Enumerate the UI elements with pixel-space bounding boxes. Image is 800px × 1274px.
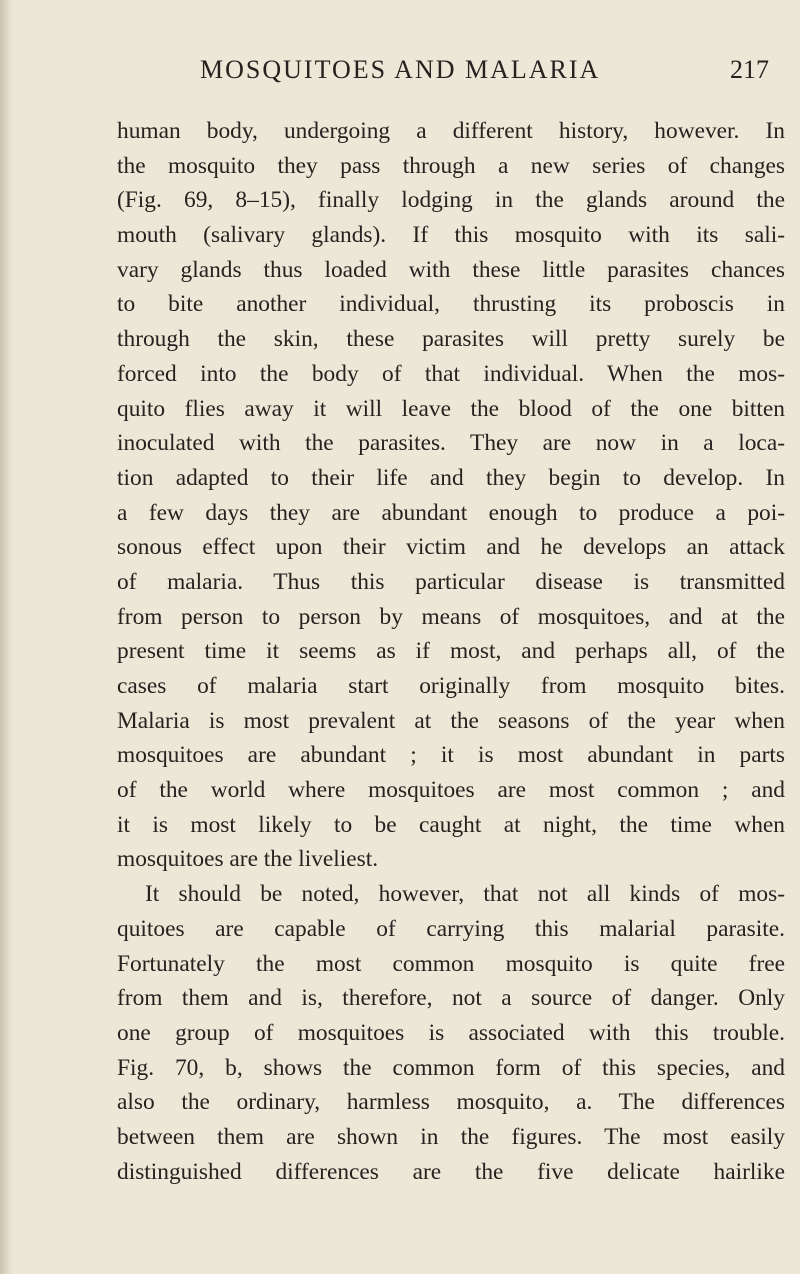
text-line: mouth (salivary glands). If this mosquito with its sali-	[117, 222, 785, 249]
text-line: mosquitoes are abundant ; it is most abundant in parts	[117, 742, 785, 769]
text-line: Fig. 70, b, shows the common form of this species, and	[117, 1054, 785, 1081]
text-line: it is most likely to be caught at night, the time when	[117, 811, 785, 838]
text-line: quito flies away it will leave the blood of the one bitten	[117, 395, 785, 422]
text-line: present time it seems as if most, and perhaps all, of the	[117, 638, 785, 665]
text-line: human body, undergoing a different history, however. In	[117, 118, 785, 144]
text-line: the mosquito they pass through a new series of changes	[117, 152, 785, 179]
text-line: sonous effect upon their victim and he develops an attack	[117, 534, 785, 561]
page-header	[0, 52, 800, 92]
text-line: also the ordinary, harmless mosquito, a. The differences	[117, 1089, 785, 1116]
text-line: Fortunately the most common mosquito is quite free	[117, 950, 785, 977]
text-line: from them and is, therefore, not a source of danger. Only	[117, 985, 785, 1012]
text-line-paragraph-start: It should be noted, however, that not all kinds of mos-	[145, 881, 785, 908]
text-line: inoculated with the parasites. They are now in a loca-	[117, 430, 785, 457]
text-line-paragraph-end: mosquitoes are the liveliest.	[117, 846, 379, 873]
text-line: one group of mosquitoes is associated with this trouble.	[117, 1019, 785, 1046]
page-number: 217	[730, 55, 769, 84]
running-head: MOSQUITOES AND MALARIA	[200, 55, 601, 84]
text-line: distinguished differences are the five delicate hairlike	[117, 1158, 785, 1185]
text-line: cases of malaria start originally from mosquito bites.	[117, 673, 785, 699]
text-line: tion adapted to their life and they begin to develop. In	[117, 464, 785, 491]
text-line: quitoes are capable of carrying this malarial parasite.	[117, 915, 785, 942]
text-line: from person to person by means of mosquitoes, and at the	[117, 603, 785, 630]
text-line: a few days they are abundant enough to produce a poi-	[117, 499, 785, 526]
text-line: of malaria. Thus this particular disease is transmitted	[117, 568, 785, 595]
text-line: forced into the body of that individual. When the mos-	[117, 360, 785, 387]
text-line: through the skin, these parasites will pretty surely be	[117, 326, 785, 353]
text-line: between them are shown in the figures. The most easily	[117, 1123, 785, 1150]
text-line: Malaria is most prevalent at the seasons of the year when	[117, 707, 785, 734]
text-line: vary glands thus loaded with these little parasites chances	[117, 256, 785, 283]
text-line: of the world where mosquitoes are most common ; and	[117, 777, 785, 804]
text-line: to bite another individual, thrusting its proboscis in	[117, 291, 785, 318]
text-line: (Fig. 69, 8–15), finally lodging in the glands around the	[117, 187, 785, 214]
body-text	[117, 114, 785, 1189]
